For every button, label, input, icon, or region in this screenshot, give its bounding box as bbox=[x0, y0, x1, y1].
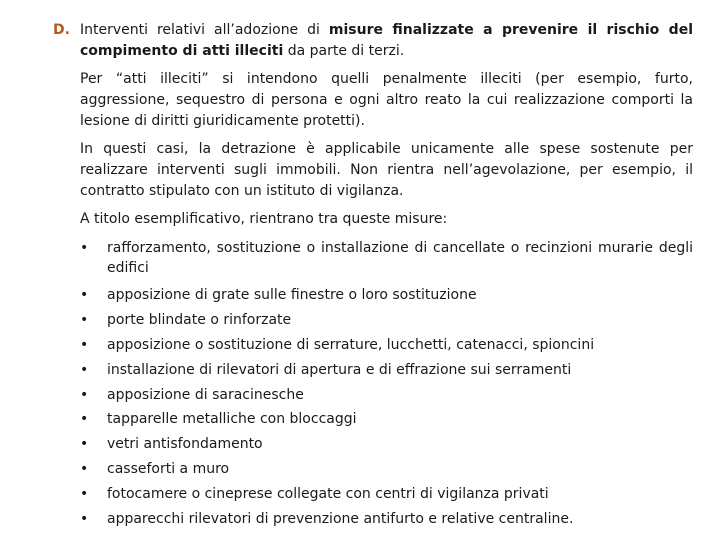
section-heading bbox=[53, 20, 693, 62]
paragraph-definition: Per “atti illeciti” si intendono quelli penalmente illeciti (per esempio, furto, aggressione, sequestro di persona e ogni altro reato la cui realizzazione comporti la lesione di diritti giuridicamente protetti). bbox=[80, 71, 693, 129]
list-item-text: apposizione di grate sulle finestre o loro sostituzione bbox=[107, 287, 477, 303]
bullet-icon: • bbox=[80, 511, 89, 528]
list-item-text: rafforzamento, sostituzione o installazione di cancellate o recinzioni murarie degli edifici bbox=[107, 240, 693, 276]
bullet-icon: • bbox=[80, 486, 89, 503]
list-item-text: tapparelle metalliche con bloccaggi bbox=[107, 411, 357, 428]
list-item bbox=[80, 385, 693, 405]
list-item bbox=[80, 509, 693, 529]
paragraph-applicability: In questi casi, la detrazione è applicabile unicamente alle spese sostenute per realizzare interventi sugli immobili. Non rientra nell’agevolazione, per esempio, il contratto stipulato con un istituto di vigilanza. bbox=[80, 141, 693, 199]
list-item-text: apparecchi rilevatori di prevenzione antifurto e relative centraline. bbox=[107, 511, 574, 528]
list-item bbox=[80, 484, 693, 504]
bullet-icon: • bbox=[80, 287, 89, 303]
bullet-icon: • bbox=[80, 436, 89, 453]
list-item-text: casseforti a muro bbox=[107, 461, 230, 478]
measures-list bbox=[80, 238, 693, 534]
heading-intro: Interventi relativi all’adozione di bbox=[80, 22, 329, 38]
list-item bbox=[80, 360, 693, 380]
bullet-icon: • bbox=[80, 311, 89, 328]
list-item bbox=[80, 335, 693, 355]
list-item-text: porte blindate o rinforzate bbox=[107, 311, 292, 328]
list-item-text: apposizione di saracinesche bbox=[107, 386, 304, 403]
heading-outro: da parte di terzi. bbox=[283, 43, 405, 59]
list-item bbox=[80, 409, 693, 429]
bullet-icon: • bbox=[80, 386, 89, 403]
list-item-text: apposizione o sostituzione di serrature, lucchetti, catenacci, spioncini bbox=[107, 336, 595, 353]
bullet-icon: • bbox=[80, 336, 89, 353]
list-item bbox=[80, 285, 693, 305]
section-letter: D. bbox=[53, 22, 70, 38]
list-item bbox=[80, 459, 693, 479]
bullet-icon: • bbox=[80, 240, 89, 256]
bullet-icon: • bbox=[80, 361, 89, 378]
bullet-icon: • bbox=[80, 461, 89, 478]
list-item-text: installazione di rilevatori di apertura e di effrazione sui serramenti bbox=[107, 361, 572, 378]
heading-emphasis: misure finalizzate a prevenire il rischio del compimento di atti illeciti bbox=[80, 22, 693, 59]
bullet-icon: • bbox=[80, 411, 89, 428]
list-item bbox=[80, 434, 693, 454]
paragraph-examples-intro: A titolo esemplificativo, rientrano tra queste misure: bbox=[80, 211, 448, 227]
list-item-text: fotocamere o cineprese collegate con centri di vigilanza privati bbox=[107, 486, 549, 503]
list-item bbox=[80, 238, 693, 278]
list-item bbox=[80, 310, 693, 330]
section-heading-text bbox=[80, 20, 693, 62]
list-item-text: vetri antisfondamento bbox=[107, 436, 263, 453]
